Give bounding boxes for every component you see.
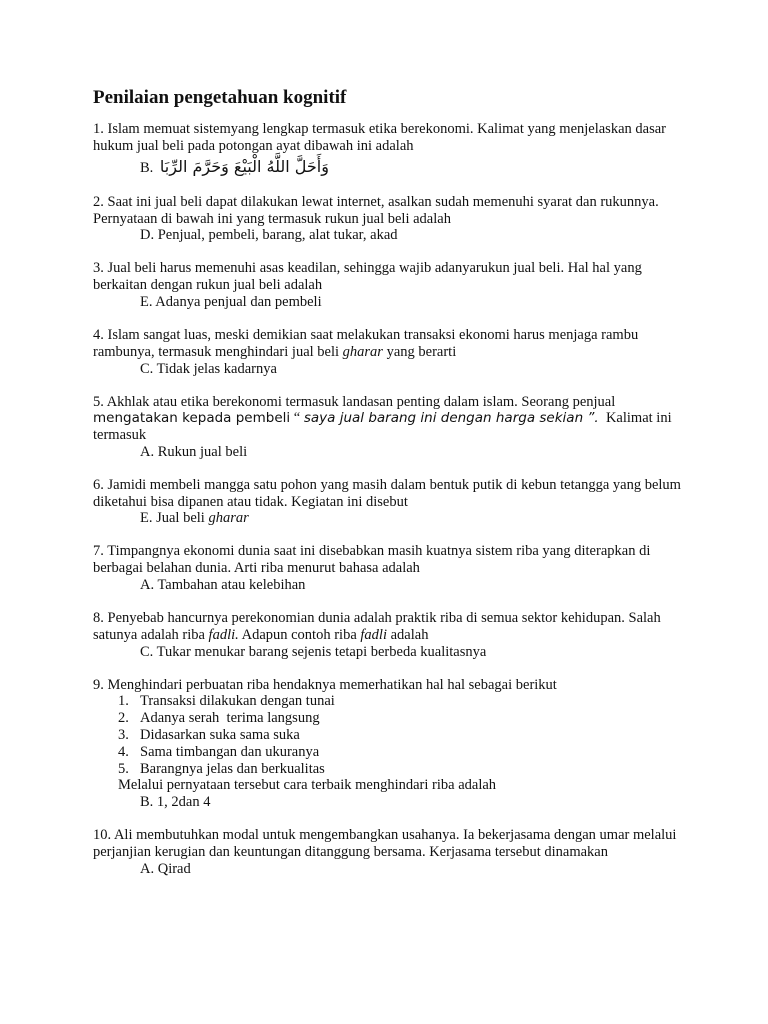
answer: D. Penjual, pembeli, barang, alat tukar, akad	[140, 227, 398, 244]
arabic-verse: وَأَحَلَّ اللَّهُ الْبَيْعَ وَحَرَّمَ الرِّبَا	[159, 156, 329, 176]
question-text: 1. Islam memuat sistemyang lengkap termasuk etika berekonomi. Kalimat yang menjelaskan dasar hukum jual beli pada potongan ayat dibawah ini adalah	[93, 121, 666, 154]
list-item-text: Transaksi dilakukan dengan tunai	[140, 693, 335, 710]
italic-term: gharar	[342, 343, 383, 360]
question-text: 6. Jamidi membeli mangga satu pohon yang masih dalam bentuk putik di kebun tetangga yang belum diketahui bisa dipanen atau tidak. Kegiatan ini disebut	[93, 476, 681, 510]
quote-mark: “	[293, 410, 301, 427]
answer: C. Tukar menukar barang sejenis tetapi berbeda kualitasnya	[140, 643, 487, 660]
list-number: 3.	[118, 727, 129, 744]
question-text	[93, 327, 683, 361]
quoted-phrase: saya jual barang ini dengan harga sekian ”.	[303, 410, 599, 427]
answer: B. 1, 2dan 4	[140, 794, 211, 811]
question-8	[93, 610, 683, 660]
question-2	[93, 194, 683, 244]
answer: C. Tidak jelas kadarnya	[140, 360, 277, 377]
question-5	[93, 394, 683, 461]
list-number: 2.	[118, 710, 129, 727]
question-7	[93, 543, 683, 593]
question-6	[93, 477, 683, 527]
list-item	[118, 710, 683, 727]
question-text-part: yang berarti	[386, 343, 457, 360]
question-10	[93, 827, 683, 877]
question-1	[93, 121, 683, 178]
question-text-part: 8. Penyebab hancurnya perekonomian dunia adalah praktik riba di semua sektor kehidupan. Salah satunya adalah riba	[93, 610, 661, 643]
question-text-part: adalah	[390, 626, 429, 643]
question-text-part: Adapun contoh riba	[241, 626, 357, 643]
answer-letter: B.	[140, 159, 154, 176]
list-number: 4.	[118, 743, 129, 760]
question-text	[93, 610, 683, 644]
answer: E. Adanya penjual dan pembeli	[140, 293, 322, 310]
statement-list	[93, 693, 683, 777]
list-item-text: Didasarkan suka sama suka	[140, 727, 300, 744]
answer: A. Qirad	[140, 860, 191, 877]
question-text: 2. Saat ini jual beli dapat dilakukan lewat internet, asalkan sudah memenuhi syarat dan rukunnya. Pernyataan di bawah ini yang termasuk rukun jual beli adalah	[93, 193, 659, 227]
answer-text: E. Jual beli	[140, 510, 205, 527]
question-4	[93, 327, 683, 377]
list-item-text: Sama timbangan dan ukuranya	[140, 743, 320, 760]
question-text-part: 5. Akhlak atau etika berekonomi termasuk landasan penting dalam islam. Seorang penjual	[93, 393, 616, 410]
list-number: 1.	[118, 693, 129, 710]
question-text: 10. Ali membutuhkan modal untuk mengembangkan usahanya. Ia bekerjasama dengan umar melalui perjanjian kerugian dan keuntungan ditanggung bersama. Kerjasama tersebut dinamakan	[93, 827, 677, 860]
question-text-part: Kalimat ini termasuk	[93, 410, 672, 444]
question-text-part: mengatakan kepada pembeli	[93, 410, 291, 427]
list-item	[118, 761, 683, 778]
list-item	[118, 693, 683, 710]
question-9	[93, 677, 683, 811]
list-item	[118, 727, 683, 744]
answer	[140, 157, 683, 178]
answer: A. Tambahan atau kelebihan	[140, 577, 306, 594]
italic-term: gharar	[208, 510, 249, 527]
list-item-text: Barangnya jelas dan berkualitas	[140, 760, 325, 777]
answer	[140, 510, 683, 527]
list-item	[118, 744, 683, 761]
question-text-part: 4. Islam sangat luas, meski demikian saat melakukan transaksi ekonomi harus menjaga rambu rambunya, termasuk menghindari jual beli	[93, 326, 639, 360]
question-text	[93, 394, 683, 444]
question-3	[93, 260, 683, 310]
answer: A. Rukun jual beli	[140, 443, 248, 460]
list-number: 5.	[118, 760, 129, 777]
document-page	[93, 86, 683, 894]
question-text: 3. Jual beli harus memenuhi asas keadilan, sehingga wajib adanyarukun jual beli. Hal hal yang berkaitan dengan rukun jual beli adalah	[93, 260, 642, 294]
italic-term: fadli	[360, 626, 387, 643]
page-title: Penilaian pengetahuan kognitif	[93, 87, 347, 108]
question-text: 9. Menghindari perbuatan riba hendaknya memerhatikan hal hal sebagai berikut	[93, 676, 557, 693]
question-tail: Melalui pernyataan tersebut cara terbaik menghindari riba adalah	[118, 777, 497, 794]
list-item-text: Adanya serah terima langsung	[140, 710, 320, 727]
italic-term: fadli.	[208, 626, 239, 643]
question-text: 7. Timpangnya ekonomi dunia saat ini disebabkan masih kuatnya sistem riba yang diterapkan di berbagai belahan dunia. Arti riba menurut bahasa adalah	[93, 543, 651, 577]
